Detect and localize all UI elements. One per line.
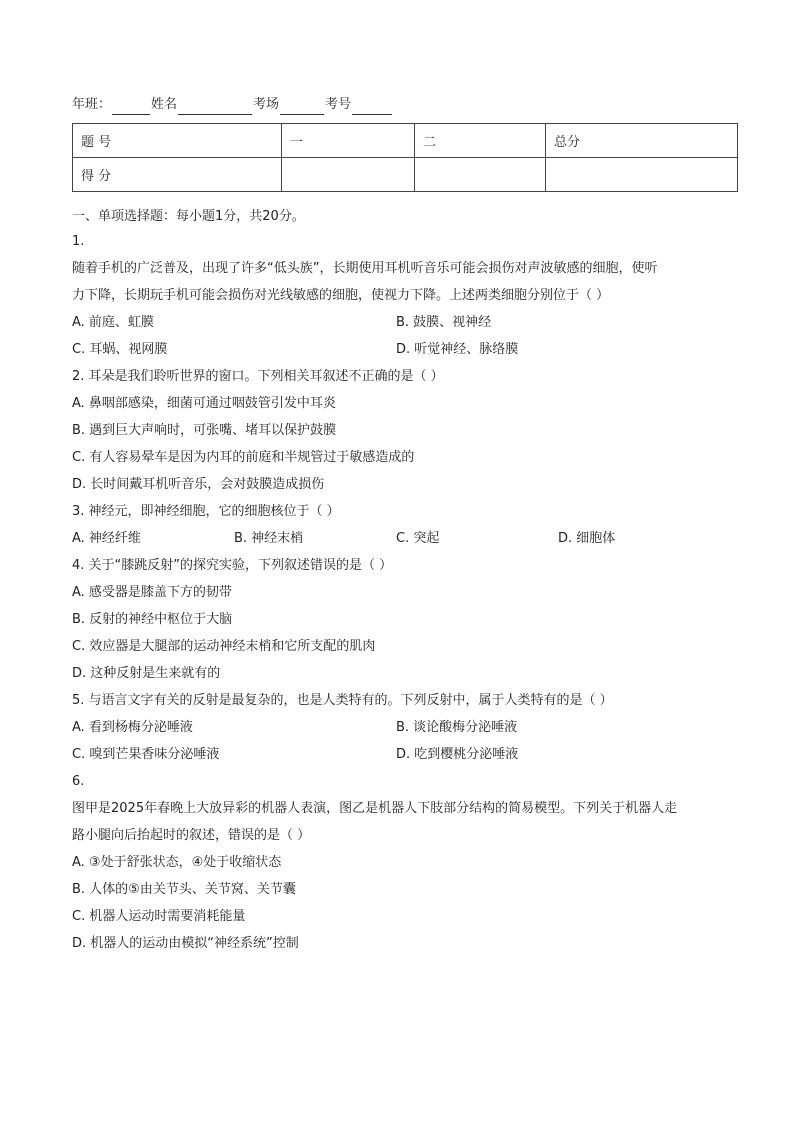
option-row bbox=[72, 741, 738, 768]
table-cell: 总分 bbox=[546, 124, 738, 158]
option-b[interactable]: B. 人体的⑤由关节头、关节窝、关节囊 bbox=[72, 882, 296, 897]
grade-label: 年班： bbox=[72, 97, 112, 112]
question-stem: 3. 神经元，即神经细胞，它的细胞核位于（ ） bbox=[72, 504, 340, 519]
option-b[interactable]: B. 鼓膜、视神经 bbox=[396, 315, 492, 330]
option-a[interactable]: A. 鼻咽部感染，细菌可通过咽鼓管引发中耳炎 bbox=[72, 396, 336, 411]
option-d[interactable]: D. 细胞体 bbox=[558, 531, 616, 546]
option-c[interactable]: C. 效应器是大腿部的运动神经末梢和它所支配的肌肉 bbox=[72, 639, 376, 654]
score-input-cell[interactable] bbox=[415, 158, 546, 192]
question-stem: 路小腿向后抬起时的叙述，错误的是（ ） bbox=[72, 828, 311, 843]
option-c[interactable]: C. 有人容易晕车是因为内耳的前庭和半规管过于敏感造成的 bbox=[72, 450, 415, 465]
option-a[interactable]: A. ③处于舒张状态，④处于收缩状态 bbox=[72, 855, 282, 870]
score-table bbox=[72, 123, 738, 192]
option-d[interactable]: D. 这种反射是生来就有的 bbox=[72, 666, 221, 681]
number-blank[interactable] bbox=[352, 100, 392, 115]
grade-blank[interactable] bbox=[112, 100, 150, 115]
question-stem: 2. 耳朵是我们聆听世界的窗口。下列相关耳叙述不正确的是（ ） bbox=[72, 369, 444, 384]
question-number: 1. bbox=[72, 234, 85, 249]
score-table-score-row bbox=[73, 158, 738, 192]
table-cell: 一 bbox=[282, 124, 415, 158]
option-a[interactable]: A. 神经纤维 bbox=[72, 531, 141, 546]
number-label: 考号 bbox=[325, 97, 352, 112]
option-d[interactable]: D. 机器人的运动由模拟“神经系统”控制 bbox=[72, 936, 299, 951]
option-b[interactable]: B. 遇到巨大声响时，可张嘴、堵耳以保护鼓膜 bbox=[72, 423, 337, 438]
option-c[interactable]: C. 突起 bbox=[396, 531, 440, 546]
table-cell: 题 号 bbox=[73, 124, 282, 158]
option-a[interactable]: A. 前庭、虹膜 bbox=[72, 315, 154, 330]
question-3 bbox=[72, 498, 738, 552]
question-number: 6. bbox=[72, 774, 85, 789]
score-input-cell[interactable] bbox=[546, 158, 738, 192]
name-blank[interactable] bbox=[178, 100, 252, 115]
table-cell: 得 分 bbox=[73, 158, 282, 192]
question-6 bbox=[72, 768, 738, 957]
name-label: 姓名 bbox=[151, 97, 178, 112]
option-a[interactable]: A. 看到杨梅分泌唾液 bbox=[72, 720, 193, 735]
exam-page bbox=[72, 95, 738, 957]
question-4 bbox=[72, 552, 738, 687]
question-stem: 力下降，长期玩手机可能会损伤对光线敏感的细胞，使视力下降。上述两类细胞分别位于（ ） bbox=[72, 288, 610, 303]
question-stem: 5. 与语言文字有关的反射是最复杂的，也是人类特有的。下列反射中，属于人类特有的是（ ） bbox=[72, 693, 613, 708]
option-row bbox=[72, 309, 738, 336]
room-label: 考场 bbox=[253, 97, 280, 112]
option-row bbox=[72, 336, 738, 363]
question-stem: 4. 关于“膝跳反射”的探究实验，下列叙述错误的是（ ） bbox=[72, 558, 393, 573]
question-stem: 图甲是2025年春晚上大放异彩的机器人表演，图乙是机器人下肢部分结构的简易模型。下列关于机器人走 bbox=[72, 801, 678, 816]
option-c[interactable]: C. 机器人运动时需要消耗能量 bbox=[72, 909, 246, 924]
section-title: 一、单项选择题：每小题1分，共20分。 bbox=[72, 209, 305, 224]
option-b[interactable]: B. 谈论酸梅分泌唾液 bbox=[396, 720, 518, 735]
option-d[interactable]: D. 长时间戴耳机听音乐，会对鼓膜造成损伤 bbox=[72, 477, 325, 492]
option-d[interactable]: D. 吃到樱桃分泌唾液 bbox=[396, 747, 519, 762]
option-c[interactable]: C. 嗅到芒果香味分泌唾液 bbox=[72, 747, 220, 762]
score-input-cell[interactable] bbox=[282, 158, 415, 192]
option-row bbox=[72, 525, 738, 552]
option-b[interactable]: B. 反射的神经中枢位于大脑 bbox=[72, 612, 233, 627]
option-d[interactable]: D. 听觉神经、脉络膜 bbox=[396, 342, 519, 357]
question-stem: 随着手机的广泛普及，出现了许多“低头族”，长期使用耳机听音乐可能会损伤对声波敏感的细胞，使听 bbox=[72, 261, 658, 276]
option-a[interactable]: A. 感受器是膝盖下方的韧带 bbox=[72, 585, 232, 600]
question-2 bbox=[72, 363, 738, 498]
question-1 bbox=[72, 228, 738, 363]
room-blank[interactable] bbox=[280, 100, 324, 115]
option-c[interactable]: C. 耳蜗、视网膜 bbox=[72, 342, 168, 357]
table-cell: 二 bbox=[415, 124, 546, 158]
option-b[interactable]: B. 神经末梢 bbox=[234, 531, 304, 546]
student-info-line bbox=[72, 95, 738, 115]
option-row bbox=[72, 714, 738, 741]
score-table-header-row bbox=[73, 124, 738, 158]
question-5 bbox=[72, 687, 738, 768]
